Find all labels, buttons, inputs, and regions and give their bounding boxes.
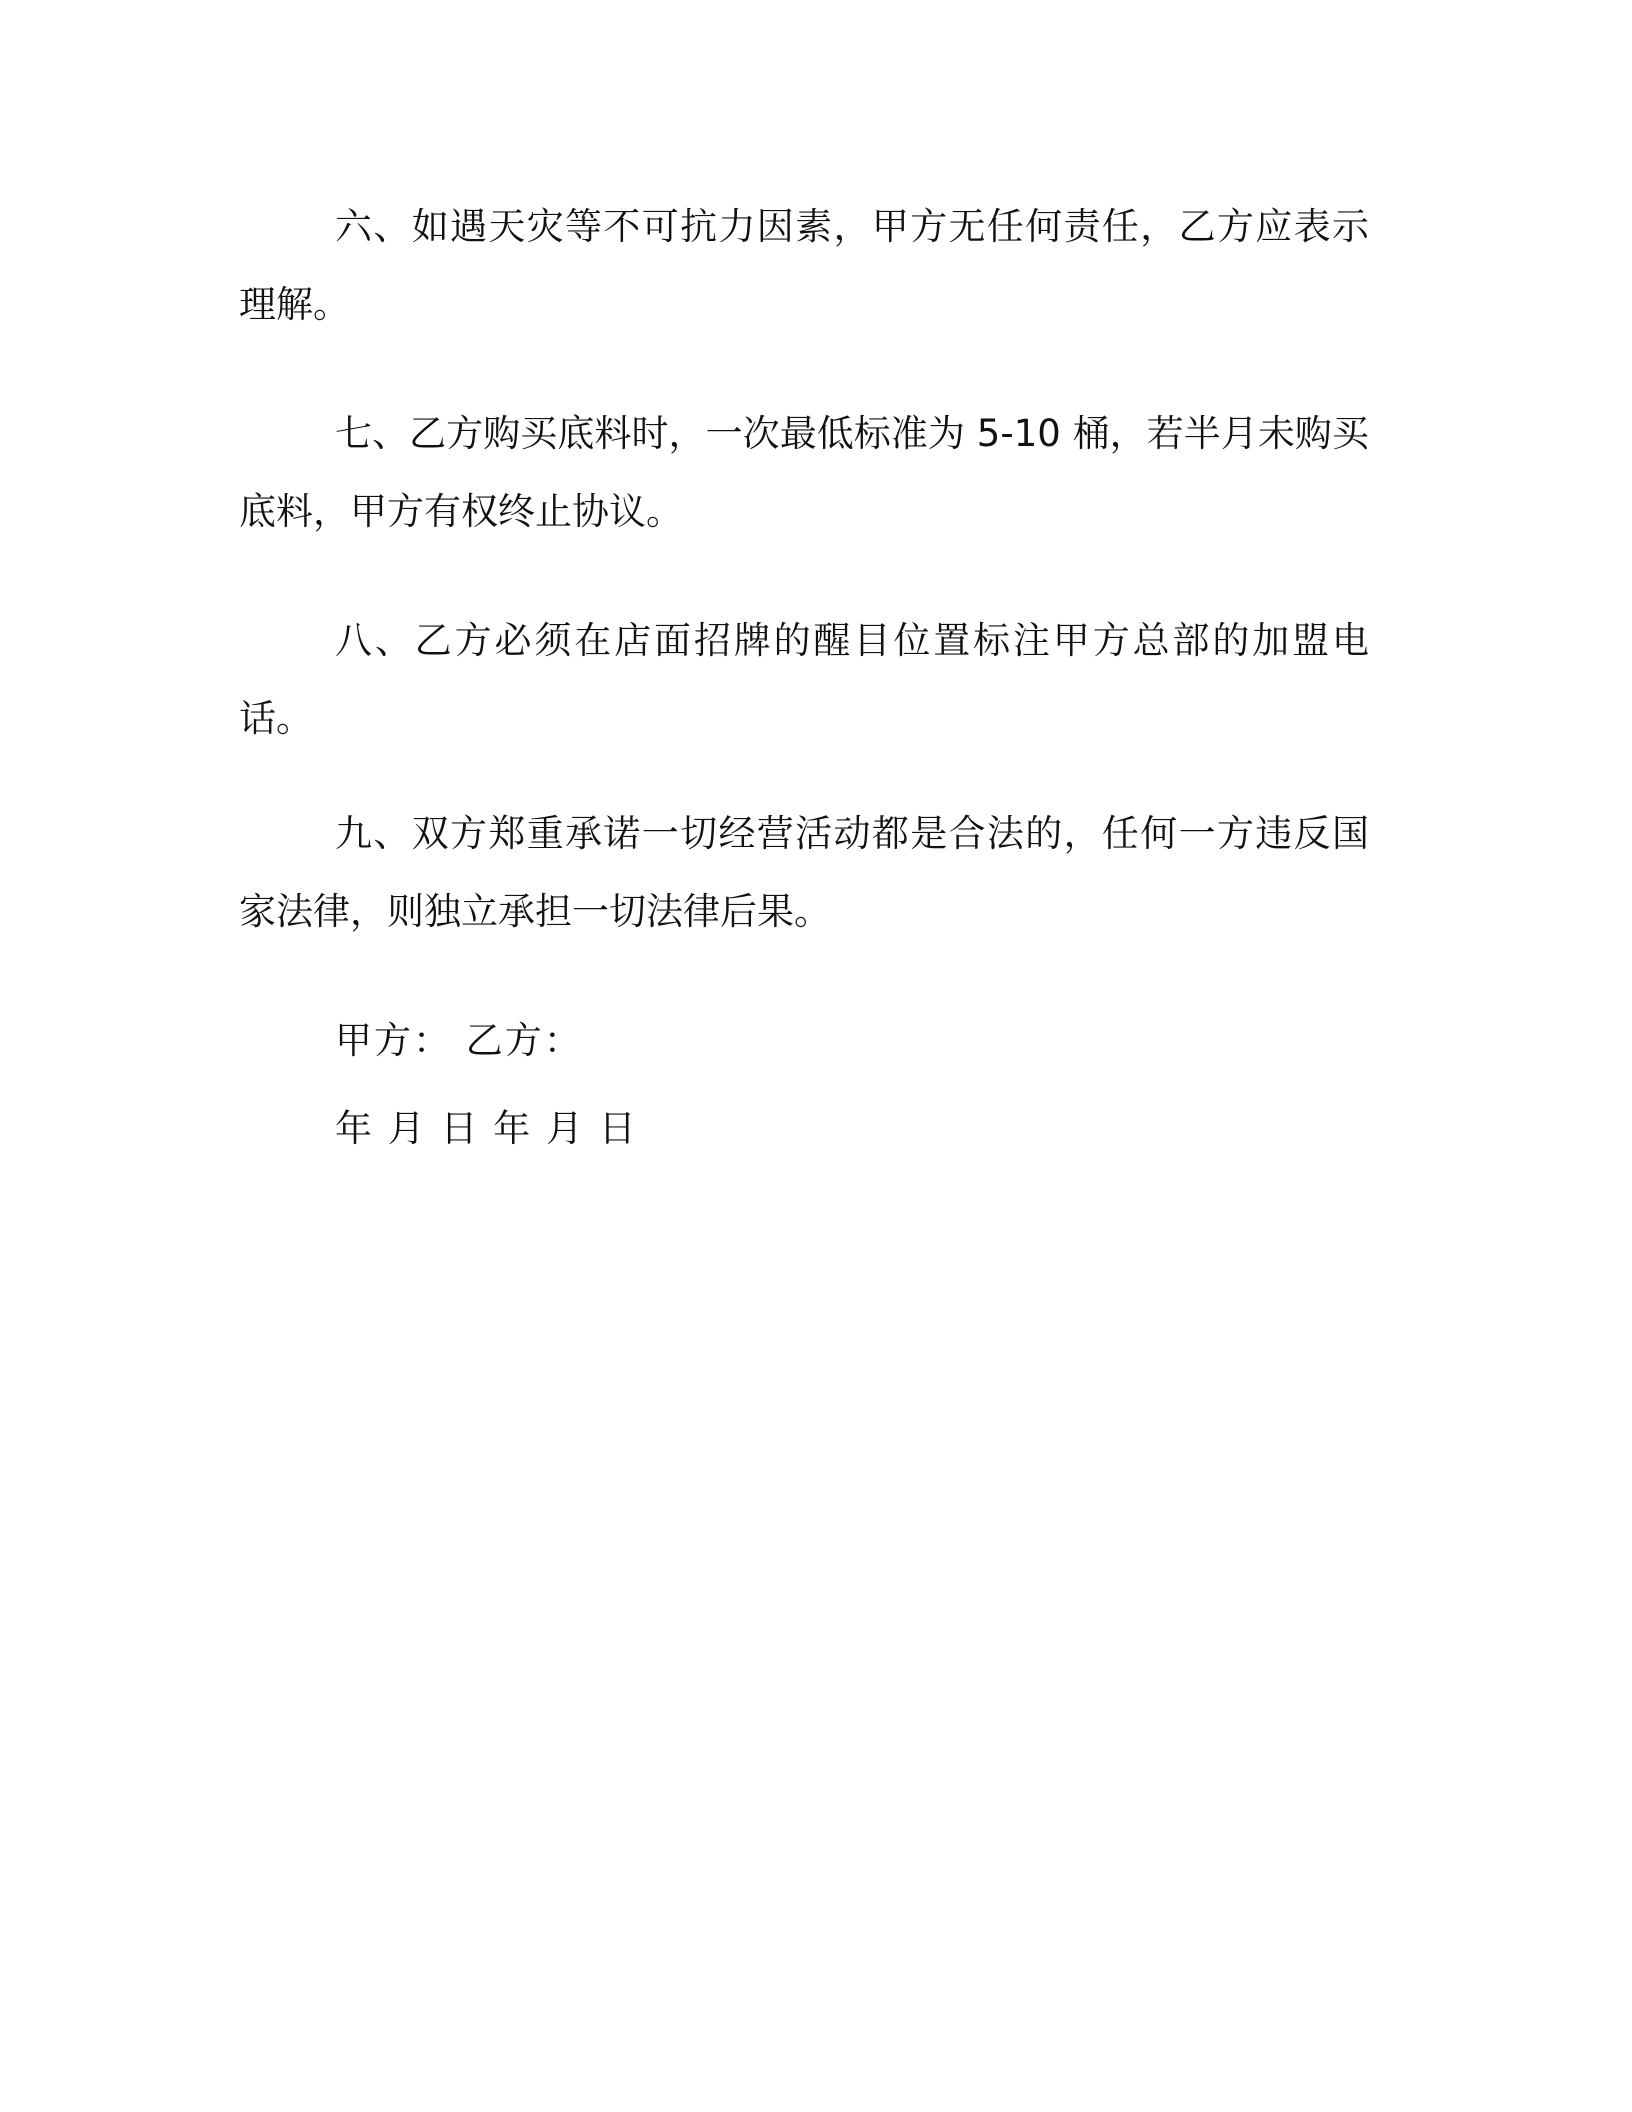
document-body bbox=[239, 188, 1369, 1168]
clause-seven: 七、乙方购买底料时，一次最低标准为 5-10 桶，若半月未购买底料，甲方有权终止协议。 bbox=[239, 412, 1369, 533]
signature-line: 甲方： 乙方： bbox=[335, 1019, 583, 1062]
clause-nine: 九、双方郑重承诺一切经营活动都是合法的，任何一方违反国家法律，则独立承担一切法律后果。 bbox=[239, 812, 1369, 933]
clause-eight: 八、乙方必须在店面招牌的醒目位置标注甲方总部的加盟电话。 bbox=[239, 619, 1369, 740]
date-line: 年 月 日 年 月 日 bbox=[335, 1107, 638, 1150]
clause-six: 六、如遇天灾等不可抗力因素，甲方无任何责任，乙方应表示理解。 bbox=[239, 205, 1369, 326]
